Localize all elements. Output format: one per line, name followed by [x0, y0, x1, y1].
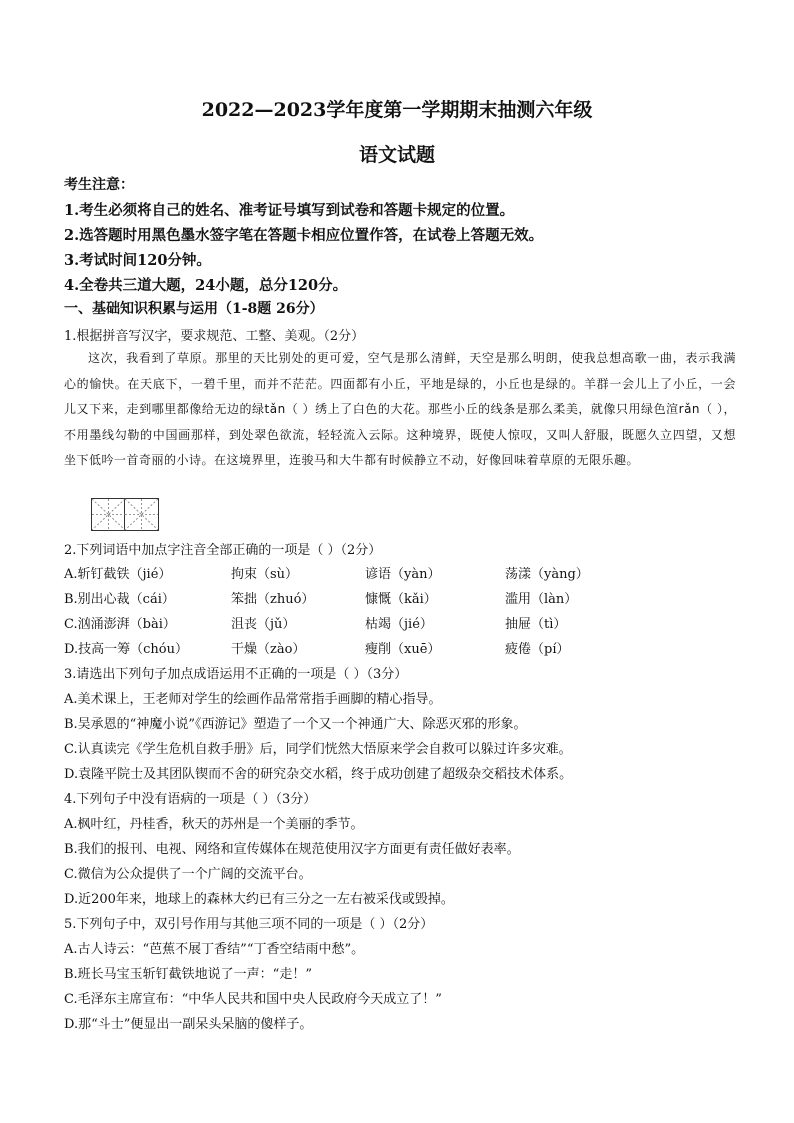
- notice-item: 3.考试时间120分钟。: [64, 252, 211, 269]
- question-5-option-c: C.毛泽东主席宣布：“中华人民共和国中央人民政府今天成立了！”: [64, 992, 442, 1007]
- option-word: 瘦削（xuē）: [365, 642, 441, 657]
- option-word: 慷慨（kǎi）: [365, 592, 437, 607]
- option-c-word: C.汹涌澎湃（bài）: [64, 617, 176, 632]
- option-word: 荡漾（yàng）: [505, 567, 589, 582]
- option-word: 滥用（làn）: [505, 592, 578, 607]
- option-word: 谚语（yàn）: [365, 567, 441, 582]
- question-4-stem: 4.下列句子中没有语病的一项是（ ）（3分）: [64, 792, 317, 807]
- writing-cell[interactable]: [125, 498, 159, 531]
- question-3-stem: 3.请选出下列句子加点成语运用不正确的一项是（ ）（3分）: [64, 667, 408, 682]
- notice-list: [64, 198, 754, 298]
- question-4-option-c: C.微信为公众提供了一个广阔的交流平台。: [64, 867, 312, 882]
- question-5-stem: 5.下列句子中，双引号作用与其他三项不同的一项是（ ）（2分）: [64, 917, 434, 932]
- option-word: 疲倦（pí）: [505, 642, 570, 657]
- question-5-option-a: A.古人诗云：“芭蕉不展丁香结”“丁香空结雨中愁”。: [64, 942, 365, 957]
- option-row: [64, 612, 754, 637]
- exam-title: 2022—2023学年度第一学期期末抽测六年级: [201, 99, 593, 121]
- tian-grid-icon: [92, 499, 125, 530]
- question-3-option-d: D.袁隆平院士及其团队锲而不舍的研究杂交水稻，终于成功创建了超级杂交稻技术体系。: [64, 767, 573, 782]
- option-a-word: A.斩钉截铁（jié）: [64, 567, 172, 582]
- writing-cell[interactable]: [91, 498, 125, 531]
- question-4-option-a: A.枫叶红，丹桂香，秋天的苏州是一个美丽的季节。: [64, 817, 364, 832]
- question-4-option-b: B.我们的报刊、电视、网络和宣传媒体在规范使用汉字方面更有责任做好表率。: [64, 842, 520, 857]
- question-1-stem: 1.根据拼音写汉字，要求规范、工整、美观。（2分）: [64, 329, 365, 344]
- option-b-word: B.别出心裁（cái）: [64, 592, 175, 607]
- question-2-options: [64, 562, 754, 662]
- writing-grid[interactable]: [91, 498, 159, 531]
- option-row: [64, 562, 754, 587]
- question-3: [64, 662, 764, 787]
- option-word: 拘束（sù）: [231, 567, 299, 582]
- option-row: [64, 637, 754, 662]
- option-word: 沮丧（jǔ）: [231, 617, 296, 632]
- section-heading: 一、基础知识积累与运用（1-8题 26分）: [64, 301, 324, 317]
- option-word: 枯竭（jié）: [365, 617, 433, 632]
- question-3-option-b: B.吴承恩的“神魔小说”《西游记》塑造了一个又一个神通广大、除恶灭邪的形象。: [64, 717, 527, 732]
- notice-item: 1.考生必须将自己的姓名、准考证号填写到试卷和答题卡规定的位置。: [64, 202, 515, 219]
- question-1-passage: 这次，我看到了草原。那里的天比别处的更可爱，空气是那么清鲜，天空是那么明朗，使我总想高歌一曲，表示我满心的愉快。在天底下，一碧千里，而并不茫茫。四面都有小丘，平地是绿的，小丘也是绿的。羊群一会儿上了小丘，一会儿又下来，走到哪里都像给无边的绿tǎn（ ）绣上了白色的大花。那些小丘的线条是那么柔美，就像只用绿色渲rǎn（ ），不用墨线勾勒的中国画那样，到处翠色欲流，轻轻流入云际。这种境界，既使人惊叹，又叫人舒服，既愿久立四望，又想坐下低吟一首奇丽的小诗。在这境界里，连骏马和大牛都有时候静立不动，好像回味着草原的无限乐趣。: [64, 351, 736, 467]
- option-word: 抽屉（tì）: [505, 617, 567, 632]
- question-5-option-b: B.班长马宝玉斩钉截铁地说了一声：“走！”: [64, 967, 312, 982]
- notice-item: 2.选答题时用黑色墨水签字笔在答题卡相应位置作答，在试卷上答题无效。: [64, 227, 544, 244]
- question-4: [64, 787, 764, 912]
- question-4-option-d: D.近200年来，地球上的森林大约已有三分之一左右被采伐或毁掉。: [64, 892, 454, 907]
- question-5-option-d: D.那“斗士”便显出一副呆头呆脑的傻样子。: [64, 1017, 313, 1032]
- question-3-option-a: A.美术课上，王老师对学生的绘画作品常常指手画脚的精心指导。: [64, 692, 442, 707]
- option-d-word: D.技高一筹（chóu）: [64, 642, 188, 657]
- exam-subject: 语文试题: [358, 144, 435, 166]
- question-2-stem: 2.下列词语中加点字注音全部正确的一项是（ ）（2分）: [64, 543, 382, 558]
- question-3-option-c: C.认真读完《学生危机自救手册》后，同学们恍然大悟原来学会自救可以躲过许多灾难。: [64, 742, 572, 757]
- option-word: 笨拙（zhuó）: [231, 592, 315, 607]
- option-row: [64, 587, 754, 612]
- tian-grid-icon: [125, 499, 158, 530]
- notice-item: 4.全卷共三道大题，24小题，总分120分。: [64, 277, 348, 294]
- question-5: [64, 912, 764, 1037]
- notice-heading: 考生注意：: [64, 177, 134, 193]
- option-word: 干燥（zào）: [231, 642, 306, 657]
